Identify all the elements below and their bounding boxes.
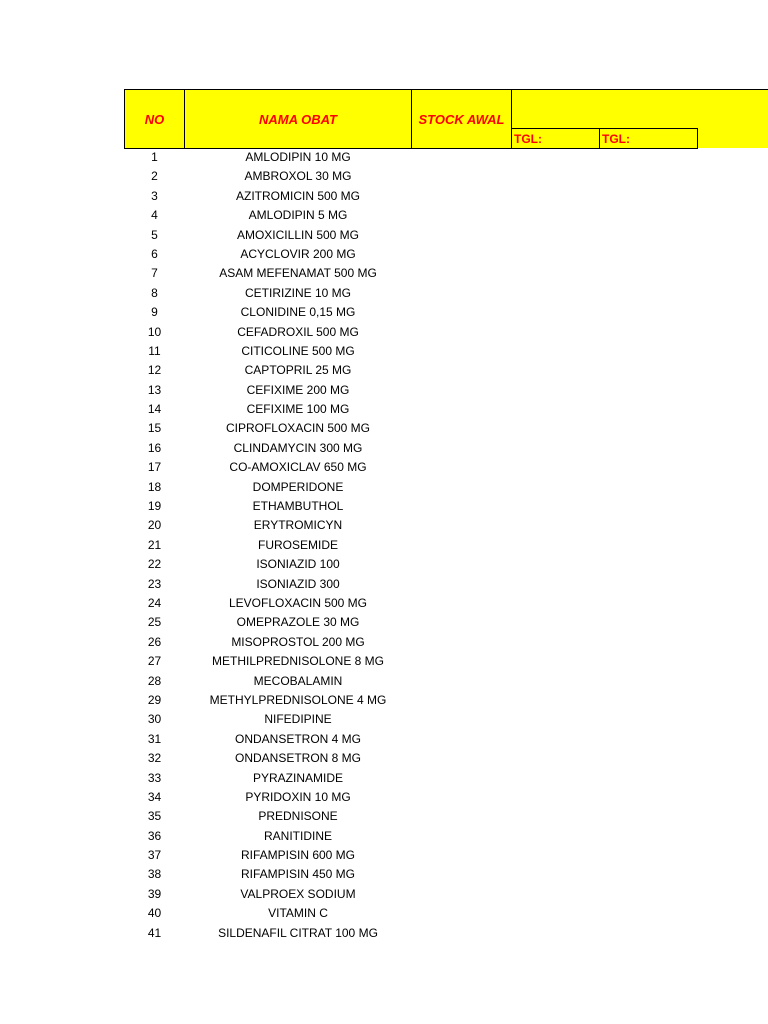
drug-name: CIPROFLOXACIN 500 MG <box>225 421 371 436</box>
drug-name: ACYCLOVIR 200 MG <box>240 246 356 261</box>
table-row <box>124 710 524 729</box>
table-row <box>124 652 524 671</box>
header-tgl-2: TGL: <box>599 128 698 149</box>
row-number: 15 <box>147 421 162 436</box>
header-no: NO <box>124 89 185 149</box>
table-row <box>124 885 524 904</box>
drug-name: ERYTROMICYN <box>253 518 343 533</box>
row-number: 8 <box>151 285 158 300</box>
drug-name: AMBROXOL 30 MG <box>244 169 352 184</box>
row-number: 19 <box>147 499 162 514</box>
drug-name: AMOXICILLIN 500 MG <box>236 227 360 242</box>
header-fill <box>698 89 768 148</box>
table-header <box>124 89 768 148</box>
table-row <box>124 497 524 516</box>
table-row <box>124 575 524 594</box>
drug-name: CLONIDINE 0,15 MG <box>240 305 356 320</box>
drug-name: VITAMIN C <box>268 906 328 921</box>
row-number: 6 <box>151 246 158 261</box>
table-row <box>124 730 524 749</box>
row-number: 4 <box>151 208 158 223</box>
drug-name: ONDANSETRON 4 MG <box>234 731 361 746</box>
table-body <box>124 148 524 943</box>
row-number: 14 <box>147 402 162 417</box>
drug-name: CITICOLINE 500 MG <box>241 343 355 358</box>
table-row <box>124 361 524 380</box>
table-row <box>124 516 524 535</box>
row-number: 27 <box>147 654 162 669</box>
table-row <box>124 167 524 186</box>
row-number: 29 <box>147 692 162 707</box>
drug-name: MISOPROSTOL 200 MG <box>231 634 365 649</box>
row-number: 25 <box>147 615 162 630</box>
header-stock-awal: STOCK AWAL <box>411 89 512 149</box>
header-tgl-1: TGL: <box>511 128 600 149</box>
row-number: 32 <box>147 751 162 766</box>
table-row <box>124 400 524 419</box>
table-row <box>124 613 524 632</box>
row-number: 9 <box>151 305 158 320</box>
drug-name: MECOBALAMIN <box>253 673 343 688</box>
row-number: 30 <box>147 712 162 727</box>
row-number: 36 <box>147 828 162 843</box>
table-row <box>124 226 524 245</box>
table-row <box>124 303 524 322</box>
drug-name: ONDANSETRON 8 MG <box>234 751 361 766</box>
table-row <box>124 827 524 846</box>
row-number: 41 <box>147 925 162 940</box>
drug-name: AZITROMICIN 500 MG <box>235 188 360 203</box>
row-number: 31 <box>147 731 162 746</box>
row-number: 7 <box>151 266 158 281</box>
table-row <box>124 148 524 167</box>
table-row <box>124 187 524 206</box>
drug-name: ISONIAZID 300 <box>256 576 340 591</box>
table-row <box>124 478 524 497</box>
table-row <box>124 865 524 884</box>
header-nama-obat: NAMA OBAT <box>184 89 412 149</box>
drug-name: CO-AMOXICLAV 650 MG <box>229 460 367 475</box>
table-row <box>124 672 524 691</box>
drug-name: AMLODIPIN 5 MG <box>248 208 348 223</box>
table-row <box>124 924 524 943</box>
row-number: 23 <box>147 576 162 591</box>
table-row <box>124 633 524 652</box>
row-number: 22 <box>147 557 162 572</box>
row-number: 40 <box>147 906 162 921</box>
row-number: 1 <box>151 150 158 164</box>
row-number: 20 <box>147 518 162 533</box>
row-number: 17 <box>147 460 162 475</box>
drug-name: ETHAMBUTHOL <box>252 499 344 514</box>
table-row <box>124 769 524 788</box>
row-number: 24 <box>147 595 162 610</box>
drug-name: CAPTOPRIL 25 MG <box>244 363 352 378</box>
row-number: 26 <box>147 634 162 649</box>
table-row <box>124 749 524 768</box>
row-number: 34 <box>147 789 162 804</box>
table-row <box>124 419 524 438</box>
row-number: 38 <box>147 867 162 882</box>
drug-name: METHYLPREDNISOLONE 4 MG <box>209 692 387 707</box>
drug-name: CETIRIZINE 10 MG <box>244 285 351 300</box>
drug-name: RIFAMPISIN 600 MG <box>240 848 356 863</box>
row-number: 11 <box>148 343 161 358</box>
row-number: 16 <box>147 440 162 455</box>
drug-name: PYRAZINAMIDE <box>252 770 343 785</box>
drug-name: CLINDAMYCIN 300 MG <box>233 440 363 455</box>
table-row <box>124 245 524 264</box>
table-row <box>124 439 524 458</box>
drug-name: PREDNISONE <box>258 809 338 824</box>
drug-name: CEFIXIME 100 MG <box>246 402 350 417</box>
row-number: 33 <box>147 770 162 785</box>
table-row <box>124 323 524 342</box>
drug-name: VALPROEX SODIUM <box>240 886 356 901</box>
row-number: 35 <box>147 809 162 824</box>
table-row <box>124 904 524 923</box>
drug-name: DOMPERIDONE <box>252 479 344 494</box>
header-date-group <box>511 89 698 129</box>
drug-name: ISONIAZID 100 <box>256 557 340 572</box>
row-number: 39 <box>147 886 162 901</box>
drug-name: AMLODIPIN 10 MG <box>245 150 351 164</box>
drug-name: OMEPRAZOLE 30 MG <box>236 615 360 630</box>
row-number: 5 <box>151 227 158 242</box>
drug-name: PYRIDOXIN 10 MG <box>245 789 351 804</box>
table-row <box>124 536 524 555</box>
table-row <box>124 458 524 477</box>
row-number: 10 <box>147 324 162 339</box>
row-number: 3 <box>151 188 158 203</box>
table-row <box>124 788 524 807</box>
table-row <box>124 594 524 613</box>
drug-name: RANITIDINE <box>263 828 332 843</box>
drug-name: CEFADROXIL 500 MG <box>237 324 359 339</box>
drug-name: METHILPREDNISOLONE 8 MG <box>211 654 385 669</box>
row-number: 37 <box>147 848 162 863</box>
row-number: 12 <box>147 363 162 378</box>
row-number: 18 <box>147 479 162 494</box>
table-row <box>124 206 524 225</box>
drug-name: SILDENAFIL CITRAT 100 MG <box>218 925 378 940</box>
table-row <box>124 555 524 574</box>
row-number: 2 <box>151 169 158 184</box>
drug-name: CEFIXIME 200 MG <box>246 382 350 397</box>
row-number: 21 <box>147 537 162 552</box>
table-row <box>124 284 524 303</box>
drug-name: FUROSEMIDE <box>257 537 338 552</box>
table-row <box>124 264 524 283</box>
drug-name: NIFEDIPINE <box>264 712 332 727</box>
row-number: 28 <box>147 673 162 688</box>
drug-name: ASAM MEFENAMAT 500 MG <box>219 266 377 281</box>
table-row <box>124 846 524 865</box>
drug-name: RIFAMPISIN 450 MG <box>240 867 356 882</box>
table-row <box>124 807 524 826</box>
table-row <box>124 342 524 361</box>
drug-name: LEVOFLOXACIN 500 MG <box>228 595 368 610</box>
table-row <box>124 691 524 710</box>
row-number: 13 <box>147 382 162 397</box>
table-row <box>124 381 524 400</box>
